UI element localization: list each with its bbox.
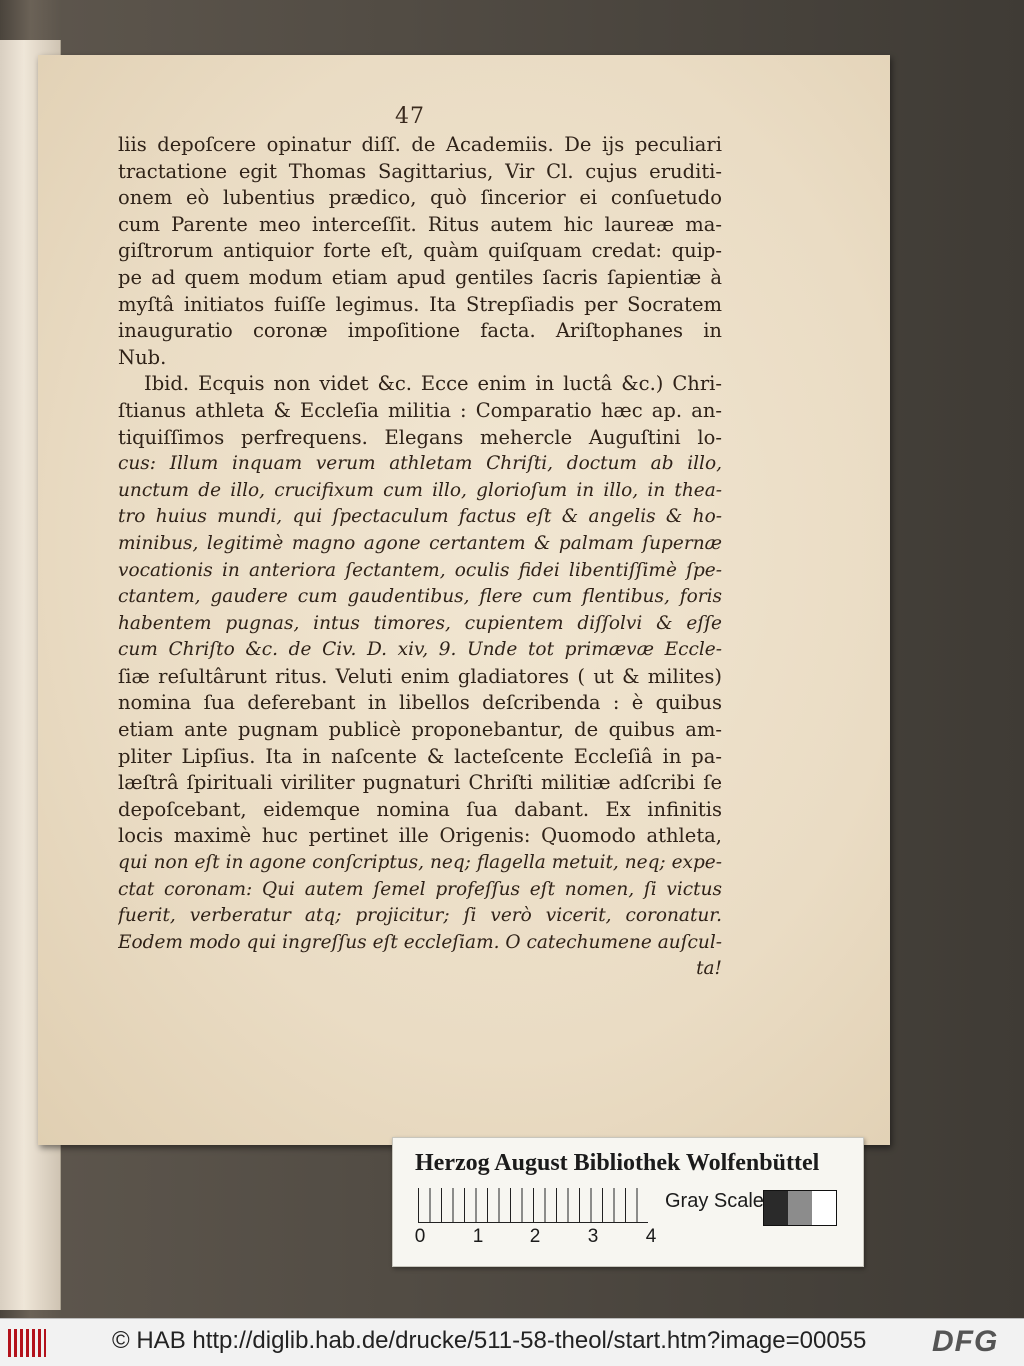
text-line: vocationis in anteriora ſectantem, oculis fidei libentiſſimè ſpe- (118, 559, 722, 581)
text-line: tro huius mundi, qui ſpectaculum factus eſt & angelis & ho- (118, 506, 722, 528)
text-line: unctum de illo, crucifixum cum illo, glorioſum in illo, in thea- (118, 479, 722, 501)
hab-logo-icon (8, 1329, 46, 1357)
scale-ruler (418, 1188, 648, 1223)
ruler-number: 1 (472, 1226, 484, 1247)
text-line: liis depoſcere opinatur diſſ. de Academiis. De ijs peculiari (118, 133, 722, 156)
text-line: pliter Lipſius. Ita in naſcente & lacteſcente Eccleſiâ in pa- (118, 744, 722, 768)
swatch-white (812, 1191, 836, 1225)
text-line: minibus, legitimè magno agone certantem & palmam ſupernæ (118, 532, 722, 554)
text-line: pe ad quem modum etiam apud gentiles ſacris ſapientiæ à (118, 265, 722, 289)
ruler-number: 3 (587, 1226, 599, 1247)
footer-url[interactable]: © HAB http://diglib.hab.de/drucke/511-58-theol/start.htm?image=00055 (112, 1327, 867, 1354)
text-line: tractatione egit Thomas Sagittarius, Vir Cl. cujus eruditi- (118, 159, 722, 183)
text-line: Ibid. Ecquis non videt &c. Ecce enim in luctâ &c.) Chri- (144, 372, 722, 396)
text-line: ſtianus athleta & Eccleſia militia : Comparatio hæc ap. an- (118, 398, 722, 422)
text-line: ſiæ reſultârunt ritus. Veluti enim gladiatores ( ut & milites) (118, 664, 722, 688)
swatch-dark (764, 1191, 788, 1225)
text-line: ctat coronam: Qui autem ſemel profeſſus eſt nomen, ſi victus (118, 878, 722, 900)
dfg-logo: DFG (932, 1325, 999, 1358)
text-line: etiam ante pugnam publicè proponebantur, de quibus am- (118, 718, 722, 742)
text-line: Eodem modo qui ingreſſus eſt eccleſiam. O catechumene auſcul- (118, 931, 722, 953)
text-line: cus: Illum inquam verum athletam Chriſti, doctum ab illo, (118, 453, 722, 475)
text-line: depoſcebant, eidemque nomina ſua dabant. Ex infinitis (118, 797, 722, 821)
text-line: nomina ſua deferebant in libellos deſcribenda : è quibus (118, 691, 722, 715)
ruler-number: 0 (414, 1226, 426, 1247)
grayscale-swatches (763, 1190, 837, 1226)
text-line: læſtrâ ſpirituali viriliter pugnaturi Chriſti militiæ adſcribi ſe (118, 771, 722, 795)
grayscale-label: Gray Scale (665, 1190, 764, 1212)
text-line: fuerit, verberatur atq; projicitur; ſi verò vicerit, coronatur. (118, 905, 722, 927)
text-line: qui non eſt in agone conſcriptus, neq; flagella metuit, neq; expe- (118, 852, 722, 874)
text-line: Nub. (118, 345, 167, 369)
page-text (118, 132, 722, 983)
text-line: inauguratio coronæ impoſitione facta. Ariſtophanes in (118, 319, 722, 343)
library-name: Herzog August Bibliothek Wolfenbüttel (415, 1150, 820, 1176)
text-line: giſtrorum antiquior forte eſt, quàm quiſquam credat: quip- (118, 239, 722, 263)
text-line: myſtâ initiatos fuiſſe legimus. Ita Strepſiadis per Socratem (118, 292, 722, 316)
text-line: locis maximè huc pertinet ille Origenis: Quomodo athleta, (118, 824, 722, 848)
ruler-number: 4 (645, 1226, 657, 1247)
text-line: cum Parente meo interceſſit. Ritus autem hic laureæ ma- (118, 212, 722, 236)
footer-bar (0, 1318, 1024, 1366)
text-line: cum Chriſto &c. de Civ. D. xiv, 9. Unde tot primævæ Eccle- (118, 639, 722, 661)
swatch-mid (788, 1191, 812, 1225)
text-line: tiquiſſimos perfrequens. Elegans mehercle Auguſtini lo- (118, 425, 722, 449)
text-line: ctantem, gaudere cum gaudentibus, flere cum flentibus, foris (118, 586, 722, 608)
text-line: onem eò lubentius prædico, quò ſincerior ei conſuetudo (118, 186, 722, 210)
ruler-number: 2 (529, 1226, 541, 1247)
text-line: habentem pugnas, intus timores, cupientem diſſolvi & eſſe (118, 612, 722, 634)
text-line: ta! (696, 958, 722, 980)
library-label-card (392, 1137, 864, 1267)
page-number: 47 (395, 104, 425, 129)
